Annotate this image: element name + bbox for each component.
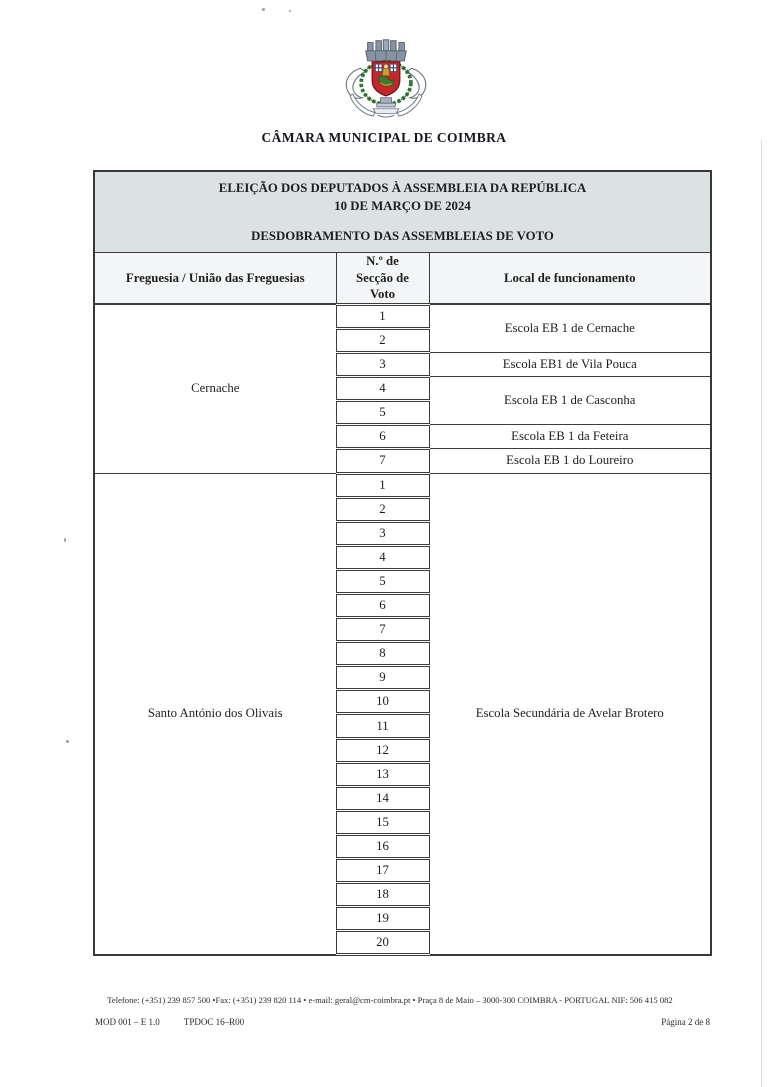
seccao-number-cell: 4 (336, 377, 429, 401)
local-cell: Escola EB 1 de Casconha (429, 377, 711, 425)
scan-artifact (262, 8, 265, 11)
table-header-row (94, 253, 711, 305)
seccao-number-cell: 3 (336, 353, 429, 377)
table-row (94, 304, 711, 328)
table-title-cell (94, 171, 711, 253)
footer-page-number: Página 2 de 8 (661, 1017, 710, 1027)
voting-table (93, 170, 712, 956)
local-cell: Escola EB 1 da Feteira (429, 425, 711, 449)
local-cell: Escola EB1 de Vila Pouca (429, 353, 711, 377)
scan-artifact (66, 740, 69, 743)
voting-table-body (94, 304, 711, 955)
scan-edge-shadow (761, 140, 762, 1087)
seccao-number-cell: 12 (336, 738, 429, 762)
seccao-number-cell: 3 (336, 521, 429, 545)
seccao-number-cell: 11 (336, 714, 429, 738)
ribbon-left (346, 68, 366, 98)
page-title: CÂMARA MUNICIPAL DE COIMBRA (261, 130, 507, 145)
election-date: 10 DE MARÇO DE 2024 (334, 199, 471, 214)
seccao-number-cell: 1 (336, 304, 429, 328)
footer-contact-line: Telefone: (+351) 239 857 500 •Fax: (+351) 239 820 114 • e-mail: geral@cm-coimbra.pt • Praça 8 de Maio – 3000-300 COIMBRA - PORTUGAL NIF: 506 415 082 (107, 995, 673, 1005)
table-subtitle: DESDOBRAMENTO DAS ASSEMBLEIAS DE VOTO (251, 228, 554, 243)
seccao-number-cell: 8 (336, 642, 429, 666)
seccao-number-cell: 13 (336, 762, 429, 786)
table-row (94, 473, 711, 497)
local-cell: Escola EB 1 de Cernache (429, 304, 711, 352)
coat-of-arms-graphic (340, 37, 432, 129)
seccao-number-cell: 15 (336, 810, 429, 834)
mural-crown (366, 40, 406, 61)
seccao-number-cell: 14 (336, 786, 429, 810)
column-header-freguesia: Freguesia / União das Freguesias (94, 253, 336, 305)
footer-mod-code: MOD 001 – E 1.0 (95, 1017, 160, 1027)
seccao-number-cell: 6 (336, 425, 429, 449)
seccao-number-cell: 20 (336, 931, 429, 955)
escutcheon-left (375, 64, 381, 71)
local-cell: Escola EB 1 do Loureiro (429, 449, 711, 473)
election-title: ELEIÇÃO DOS DEPUTADOS À ASSEMBLEIA DA REPÚBLICA (218, 180, 587, 195)
seccao-number-cell: 1 (336, 473, 429, 497)
seccao-number-cell: 7 (336, 618, 429, 642)
freguesia-cell: Santo António dos Olivais (94, 473, 336, 955)
seccao-number-cell: 4 (336, 545, 429, 569)
scan-artifact (289, 10, 291, 12)
column-header-seccao: N.º de Secção de Voto (336, 253, 429, 305)
seccao-number-cell: 2 (336, 497, 429, 521)
coimbra-coat-of-arms (340, 37, 432, 129)
footer-doc-codes (95, 1017, 244, 1027)
seccao-number-cell: 5 (336, 569, 429, 593)
seccao-number-cell: 10 (336, 690, 429, 714)
footer-tpdoc-code: TPDOC 16–R00 (183, 1017, 245, 1027)
freguesia-cell: Cernache (94, 304, 336, 473)
seccao-number-cell: 6 (336, 594, 429, 618)
base-ornament (373, 98, 399, 117)
seccao-number-cell: 7 (336, 449, 429, 473)
table-title-band (94, 171, 711, 253)
seccao-number-cell: 16 (336, 834, 429, 858)
seccao-number-cell: 19 (336, 907, 429, 931)
escutcheon-right (390, 64, 396, 71)
column-header-local: Local de funcionamento (429, 253, 711, 305)
scan-artifact (64, 538, 66, 542)
local-cell: Escola Secundária de Avelar Brotero (429, 473, 711, 955)
seccao-number-cell: 5 (336, 401, 429, 425)
seccao-number-cell: 17 (336, 859, 429, 883)
seccao-number-cell: 18 (336, 883, 429, 907)
seccao-number-cell: 9 (336, 666, 429, 690)
seccao-number-cell: 2 (336, 328, 429, 352)
